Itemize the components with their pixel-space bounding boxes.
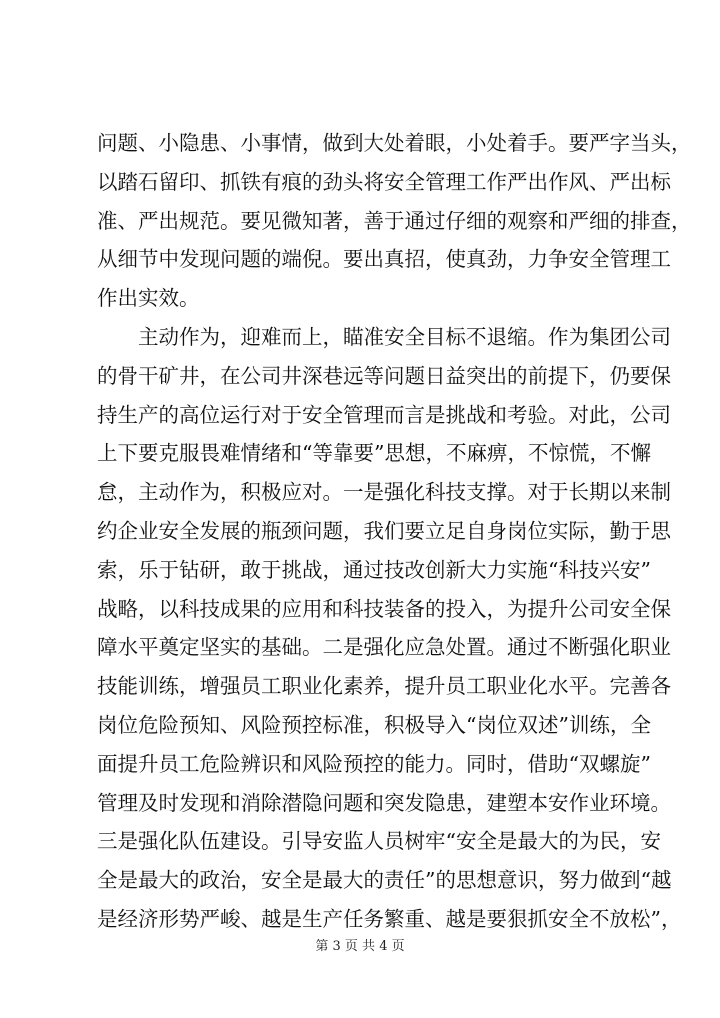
text-line: 障水平奠定坚实的基础。二是强化应急处置。通过不断强化职业: [97, 635, 671, 660]
text-line: 约企业安全发展的瓶颈问题，我们要立足自身岗位实际，勤于思: [97, 518, 671, 543]
text-line: 索，乐于钻研，敢于挑战，通过技改创新大力实施“科技兴安”: [97, 557, 651, 582]
text-line: 持生产的高位运行对于安全管理而言是挑战和考验。对此，公司: [97, 402, 671, 427]
text-line: 是经济形势严峻、越是生产任务繁重、越是要狠抓安全不放松”，: [97, 906, 682, 931]
text-line: 三是强化队伍建设。引导安监人员树牢“安全是最大的为民，安: [97, 829, 661, 854]
text-line: 上下要克服畏难情绪和“等靠要”思想，不麻痹，不惊慌，不懈: [97, 441, 651, 466]
page-footer: [0, 938, 720, 956]
text-line: 技能训练，增强员工职业化素养，提升员工职业化水平。完善各: [97, 674, 671, 699]
text-line: 的骨干矿井，在公司井深巷远等问题日益突出的前提下，仍要保: [97, 363, 671, 388]
text-line: 作出实效。: [97, 286, 200, 311]
text-line: 全是最大的政治，安全是最大的责任”的思想意识，努力做到“越: [97, 868, 672, 893]
text-line: 岗位危险预知、风险预控标准，积极导入“岗位双述”训练，全: [97, 712, 651, 737]
text-line: 准、严出规范。要见微知著，善于通过仔细的观察和严细的排查，: [97, 208, 692, 233]
text-line: 管理及时发现和消除潜隐问题和突发隐患，建塑本安作业环境。: [97, 790, 671, 815]
text-line: 面提升员工危险辨识和风险预控的能力。同时，借助“双螺旋”: [97, 751, 651, 776]
text-line: 从细节中发现问题的端倪。要出真招，使真劲，力争安全管理工: [97, 247, 671, 272]
text-line: 怠，主动作为，积极应对。一是强化科技支撑。对于长期以来制: [97, 480, 671, 505]
page-number: 第 3 页 共 4 页: [315, 939, 405, 954]
text-line: 以踏石留印、抓铁有痕的劲头将安全管理工作严出作风、严出标: [97, 169, 671, 194]
document-body: [97, 124, 692, 939]
text-line: 战略，以科技成果的应用和科技装备的投入，为提升公司安全保: [97, 596, 671, 621]
paragraph-first-line: 主动作为，迎难而上，瞄准安全目标不退缩。作为集团公司: [138, 324, 671, 349]
text-line: 问题、小隐患、小事情，做到大处着眼，小处着手。要严字当头，: [97, 131, 692, 155]
